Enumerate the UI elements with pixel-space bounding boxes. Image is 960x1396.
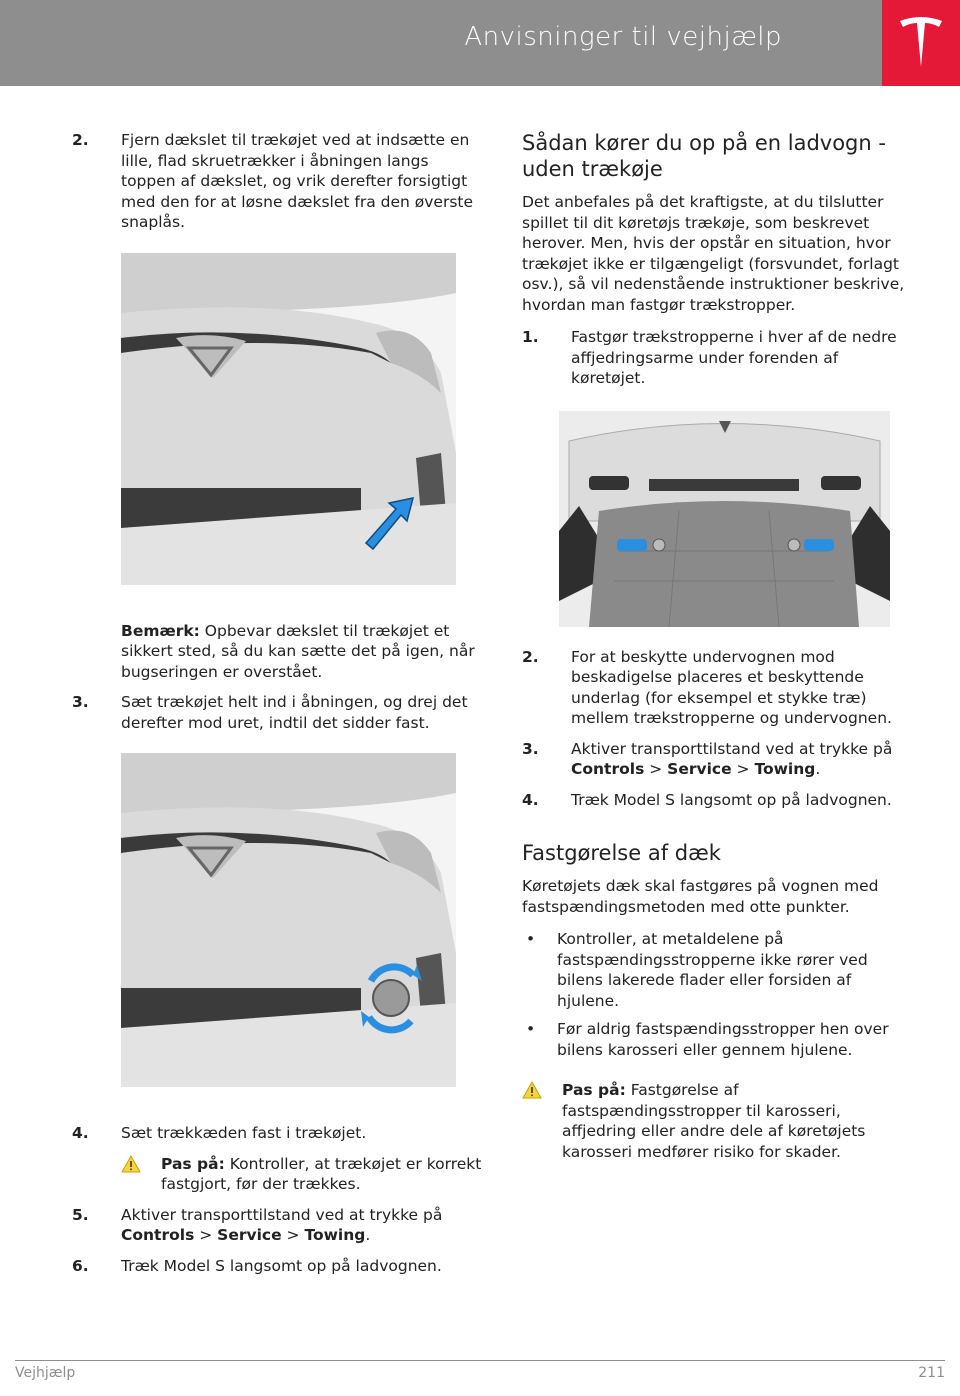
step-text: Aktiver transporttilstand ved at trykke på <box>121 1205 443 1224</box>
step-number: 2. <box>522 647 539 666</box>
bullet-dot: • <box>526 1020 536 1038</box>
caution-text: Fastgørelse af fastspændingsstropper til karosseri, affjedring eller andre dele af køretøjets karosseri medfører risiko for skader. <box>562 1081 866 1161</box>
bullet-item <box>522 1019 914 1060</box>
caution-label: Pas på: <box>161 1154 225 1173</box>
bullet-text: Kontroller, at metaldelene på fastspændingsstropperne ikke rører ved bilens lakerede flader eller forsiden af hjulene. <box>557 930 868 1010</box>
step-number: 4. <box>522 790 539 809</box>
path-separator: > <box>731 760 755 778</box>
step-number: 4. <box>72 1124 89 1142</box>
step-text: Træk Model S langsomt op på ladvognen. <box>571 790 892 809</box>
bullet-text: Før aldrig fastspændingsstropper hen over bilens karosseri eller gennem hjulene. <box>557 1020 889 1059</box>
page-title: Anvisninger til vejhjælp <box>464 22 782 52</box>
brand-logo <box>882 0 960 86</box>
figure-underbody-straps <box>559 411 890 627</box>
right-column <box>522 130 914 1172</box>
path-separator: > <box>194 1226 218 1244</box>
left-column <box>72 130 482 1286</box>
caution-label: Pas på: <box>562 1081 626 1099</box>
path-separator: > <box>281 1226 305 1244</box>
note-label: Bemærk: <box>121 621 200 640</box>
step-number: 6. <box>72 1256 89 1275</box>
figure-tow-eye-cover <box>121 253 456 585</box>
step-number: 2. <box>72 131 89 149</box>
step-text: Træk Model S langsomt op på ladvognen. <box>121 1256 442 1275</box>
step-number: 3. <box>522 739 539 758</box>
step-number: 3. <box>72 693 89 711</box>
step-text-end: . <box>365 1226 371 1244</box>
step-3-transport-mode <box>522 739 914 780</box>
note-text: Opbevar dækslet til trækøjet et sikkert sted, så du kan sætte det på igen, når bugseringen er overstået. <box>121 621 475 681</box>
step-text: Aktiver transporttilstand ved at trykke på <box>571 739 893 758</box>
step-text: Sæt trækkæden fast i trækøjet. <box>121 1124 367 1142</box>
ui-path-service: Service <box>667 760 732 778</box>
step-text: Sæt trækøjet helt ind i åbningen, og drej det derefter mod uret, indtil det sidder fast. <box>121 693 468 732</box>
step-6-winch-onto-flatbed <box>72 1256 482 1277</box>
step-1-attach-straps <box>522 327 914 389</box>
step-text: Fjern dækslet til trækøjet ved at indsætte en lille, flad skruetrækker i åbningen langs toppen af dækslet, og vrik derefter forsigtigt med den for at løsne dækslet fra den øverste snaplås. <box>121 131 474 231</box>
step-number: 1. <box>522 328 539 346</box>
tire-securing-paragraph: Køretøjets dæk skal fastgøres på vognen med fastspændingsmetoden med otte punkter. <box>522 877 879 916</box>
step-number: 5. <box>72 1205 89 1224</box>
caution-check-tow-eye <box>121 1154 482 1195</box>
section-heading-no-tow-eye: Sådan kører du op på en ladvogn - uden trækøje <box>522 131 886 181</box>
footer-divider <box>15 1360 945 1361</box>
ui-path-towing: Towing <box>754 760 816 778</box>
step-5-transport-mode <box>72 1205 482 1246</box>
header-bar <box>0 0 882 86</box>
note-store-cover <box>72 621 482 683</box>
bullet-item <box>522 929 914 1011</box>
step-text: Fastgør trækstropperne i hver af de nedre affjedringsarme under forenden af køretøjet. <box>571 328 897 387</box>
section-heading-tire-securing: Fastgørelse af dæk <box>522 841 721 865</box>
step-2-protective-padding <box>522 647 914 729</box>
caution-text: Kontroller, at trækøjet er korrekt fastgjort, før der trækkes. <box>161 1154 482 1193</box>
ui-path-controls: Controls <box>121 1226 195 1244</box>
warning-icon <box>121 1155 141 1173</box>
car-underbody-illustration <box>559 411 890 627</box>
step-text: For at beskytte undervognen mod beskadigelse placeres et beskyttende underlag (for eksempel et stykke træ) mellem trækstropperne og undervognen. <box>571 647 892 727</box>
step-4-winch-onto-flatbed <box>522 790 914 811</box>
car-front-cover-illustration <box>121 253 456 585</box>
ui-path-controls: Controls <box>571 760 645 778</box>
intro-paragraph: Det anbefales på det kraftigste, at du tilslutter spillet til dit køretøjs trækøje, som beskrevet herover. Men, hvis der opstår en situation, hvor trækøjet ikke er tilgængeligt (forsvundet, forlagt osv.), så vil nedenstående instruktioner beskrive, hvordan man fastgør trækstropper. <box>522 193 905 314</box>
car-front-tow-eye-illustration <box>121 753 456 1087</box>
path-separator: > <box>644 760 668 778</box>
step-2-remove-cover <box>72 130 482 233</box>
step-4-attach-chain <box>72 1123 482 1144</box>
tesla-logo-icon <box>896 14 946 72</box>
footer-section-name: Vejhjælp <box>15 1365 76 1381</box>
ui-path-service: Service <box>217 1226 282 1244</box>
figure-tow-eye-insert <box>121 753 456 1087</box>
bullet-dot: • <box>526 930 536 948</box>
warning-icon <box>522 1081 542 1099</box>
caution-strap-damage <box>522 1080 914 1162</box>
footer-page-number: 211 <box>918 1365 945 1381</box>
ui-path-towing: Towing <box>304 1226 366 1244</box>
step-text-end: . <box>815 760 821 778</box>
step-3-insert-tow-eye <box>72 692 482 733</box>
